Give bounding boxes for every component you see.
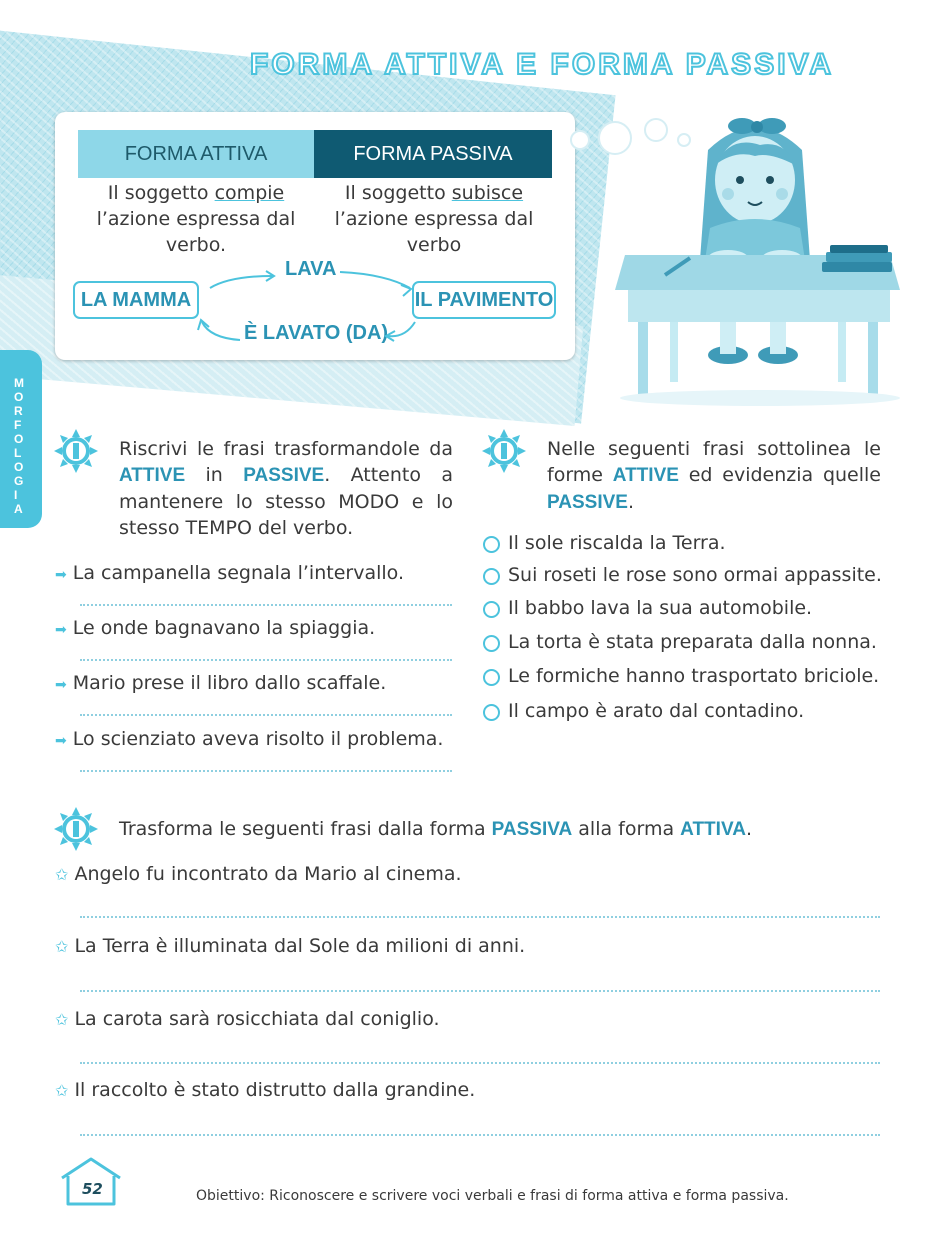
- arrow-bullet-icon: ➡: [55, 677, 67, 693]
- arrow-bullet-icon: ➡: [55, 733, 67, 749]
- subject-box: LA MAMMA: [73, 281, 199, 319]
- star-bullet-icon: ✩: [55, 865, 69, 884]
- exercise-1-item: ➡ Le onde bagnavano la spiaggia.: [55, 617, 376, 639]
- exercise-sun-icon: [53, 428, 99, 474]
- exercise-2-item: Il babbo lava la sua automobile.: [508, 597, 813, 619]
- answer-line[interactable]: [80, 1134, 880, 1136]
- header-passive-form: FORMA PASSIVA: [314, 130, 552, 178]
- answer-circle[interactable]: [483, 568, 500, 585]
- answer-line[interactable]: [80, 990, 880, 992]
- exercise-2-item: Il sole riscalda la Terra.: [508, 532, 726, 554]
- exercise-2-item: Le formiche hanno trasportato briciole.: [508, 665, 880, 687]
- exercise-2-instructions: Nelle seguenti frasi sottolinea le forme ATTIVE ed evidenzia quelle PASSIVE.: [547, 438, 881, 513]
- section-tab-morfologia: M O R F O L O G I A: [0, 350, 42, 528]
- passive-verb-underlined: subisce: [451, 182, 524, 204]
- page-title: FORMA ATTIVA E FORMA PASSIVA: [250, 48, 834, 81]
- exercise-2-item: Il campo è arato dal contadino.: [508, 700, 805, 722]
- exercise-3-item: ✩ La Terra è illuminata dal Sole da milioni di anni.: [55, 935, 526, 957]
- answer-line[interactable]: [80, 1062, 880, 1064]
- star-bullet-icon: ✩: [55, 937, 69, 956]
- passive-verb-label: È LAVATO (DA): [244, 322, 389, 344]
- star-bullet-icon: ✩: [55, 1010, 69, 1029]
- active-verb-label: LAVA: [285, 258, 337, 280]
- header-active-form: FORMA ATTIVA: [78, 130, 314, 178]
- object-box: IL PAVIMENTO: [412, 281, 556, 319]
- girl-at-desk-illustration: [610, 110, 910, 410]
- answer-line[interactable]: [80, 770, 452, 772]
- answer-line[interactable]: [80, 714, 452, 716]
- exercise-1-instructions: Riscrivi le frasi trasformandole da ATTIVE in PASSIVE. Attento a mantenere lo stesso MODO e lo stesso TEMPO del verbo.: [119, 438, 453, 539]
- arrow-bullet-icon: ➡: [55, 622, 67, 638]
- answer-line[interactable]: [80, 659, 452, 661]
- cycle-arrows: [190, 258, 430, 348]
- answer-circle[interactable]: [483, 704, 500, 721]
- exercise-2-item: La torta è stata preparata dalla nonna.: [508, 631, 877, 653]
- exercise-3-item: ✩ La carota sarà rosicchiata dal coniglio.: [55, 1008, 440, 1030]
- exercise-3-item: ✩ Angelo fu incontrato da Mario al cinema.: [55, 863, 462, 885]
- exercise-sun-icon: [481, 428, 527, 474]
- answer-circle[interactable]: [483, 536, 500, 553]
- answer-line[interactable]: [80, 916, 880, 918]
- exercise-sun-icon: [53, 806, 99, 852]
- exercise-2-item: Sui roseti le rose sono ormai appassite.: [508, 564, 882, 586]
- page-number: 52: [82, 1180, 103, 1198]
- active-description: Il soggetto compie l’azione espressa dal verbo.: [96, 182, 296, 256]
- objective-footer: Obiettivo: Riconoscere e scrivere voci verbali e frasi di forma attiva e forma passiva.: [196, 1188, 789, 1204]
- exercise-3-item: ✩ Il raccolto è stato distrutto dalla grandine.: [55, 1079, 476, 1101]
- answer-circle[interactable]: [483, 669, 500, 686]
- passive-description: Il soggetto subisce l’azione espressa dal verbo: [334, 182, 534, 256]
- answer-line[interactable]: [80, 604, 452, 606]
- arrow-bullet-icon: ➡: [55, 567, 67, 583]
- answer-circle[interactable]: [483, 635, 500, 652]
- active-verb-underlined: compie: [214, 182, 285, 204]
- exercise-1-item: ➡ Mario prese il libro dallo scaffale.: [55, 672, 387, 694]
- exercise-1-item: ➡ La campanella segnala l’intervallo.: [55, 562, 404, 584]
- exercise-1-item: ➡ Lo scienziato aveva risolto il problema.: [55, 728, 444, 750]
- exercise-3-instructions: Trasforma le seguenti frasi dalla forma PASSIVA alla forma ATTIVA.: [119, 818, 752, 840]
- star-bullet-icon: ✩: [55, 1081, 69, 1100]
- answer-circle[interactable]: [483, 601, 500, 618]
